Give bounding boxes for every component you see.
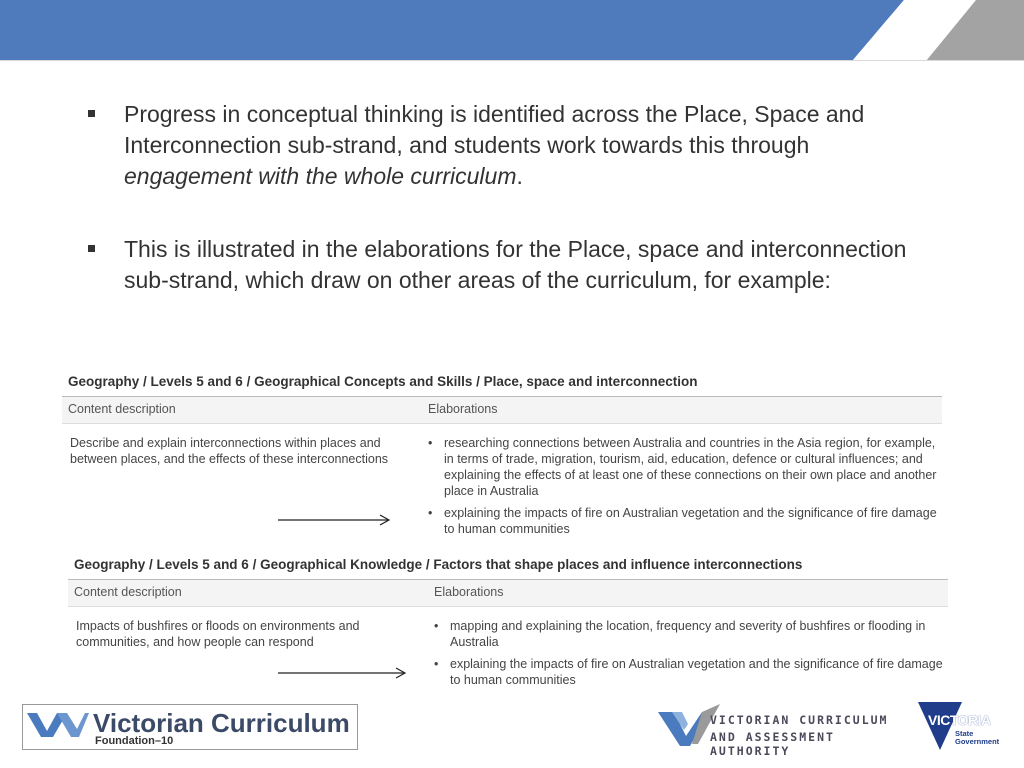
victorian-curriculum-logo [22,704,358,750]
square-bullet-icon [88,245,95,252]
curriculum-table-2 [68,553,948,697]
header-elaborations: Elaborations [434,585,504,599]
vc-title: Victorian Curriculum [93,708,350,738]
elaboration-item: • explaining the impacts of fire on Australian vegetation and the significance of fire damage to human communities [434,656,944,688]
arrow-right-icon [276,666,410,680]
victoria-government-logo [918,700,1008,752]
bullet-text: Progress in conceptual thinking is identified across the Place, Space and Interconnection sub-strand, and students work towards this through [124,101,865,158]
vcaa-line-1: VICTORIAN CURRICULUM [710,713,889,727]
header-content-description: Content description [68,402,176,416]
banner-blue-band [0,0,876,61]
elaboration-item: • mapping and explaining the location, frequency and severity of bushfires or flooding in Australia [434,618,944,650]
victoria-subtitle-line: Government [955,737,1000,746]
vcaa-line-2: AND ASSESSMENT AUTHORITY [710,730,835,758]
table-body [68,607,948,697]
vc-subtitle: Foundation–10 [95,735,174,747]
header-banner [0,0,1024,61]
arrow-right-icon [276,513,394,527]
victoria-name: VICTORIA [928,712,991,728]
square-bullet-icon [88,110,95,117]
table-title: Geography / Levels 5 and 6 / Geographical Knowledge / Factors that shape places and influence interconnections [74,557,803,572]
table-header [68,579,948,607]
header-elaborations: Elaborations [428,402,498,416]
bullet-item [88,99,928,192]
elaboration-list [428,435,938,543]
header-content-description: Content description [74,585,182,599]
vcaa-logo [658,702,898,758]
bullet-item [88,234,928,296]
content-description: Describe and explain interconnections within places and between places, and the effects of these interconnections [70,436,389,466]
victoria-subtitle [955,730,999,746]
table-title: Geography / Levels 5 and 6 / Geographical Concepts and Skills / Place, space and interconnection [68,374,698,389]
bullet-list [88,99,928,296]
elaboration-item: • explaining the impacts of fire on Australian vegetation and the significance of fire damage to human communities [428,505,938,537]
elaboration-item: • researching connections between Australia and countries in the Asia region, for example, in terms of trade, migration, tourism, aid, education, defence or cultural influences; and explaining the effects of at least one of these connections on their own place and another place in Australia [428,435,938,499]
vc-chevron-icon [27,711,89,737]
content-description: Impacts of bushfires or floods on environments and communities, and how people can respond [76,619,360,649]
victoria-subtitle-line: State [955,729,974,738]
bullet-text: This is illustrated in the elaborations for the Place, space and interconnection sub-strand, which draw on other areas of the curriculum, for example: [124,236,907,293]
table-body [62,424,942,549]
bullet-emphasis: engagement with the whole curriculum [124,163,517,189]
table-header [62,396,942,424]
elaboration-list [434,618,944,694]
curriculum-table-1 [62,370,942,549]
bullet-text-end: . [516,163,523,189]
